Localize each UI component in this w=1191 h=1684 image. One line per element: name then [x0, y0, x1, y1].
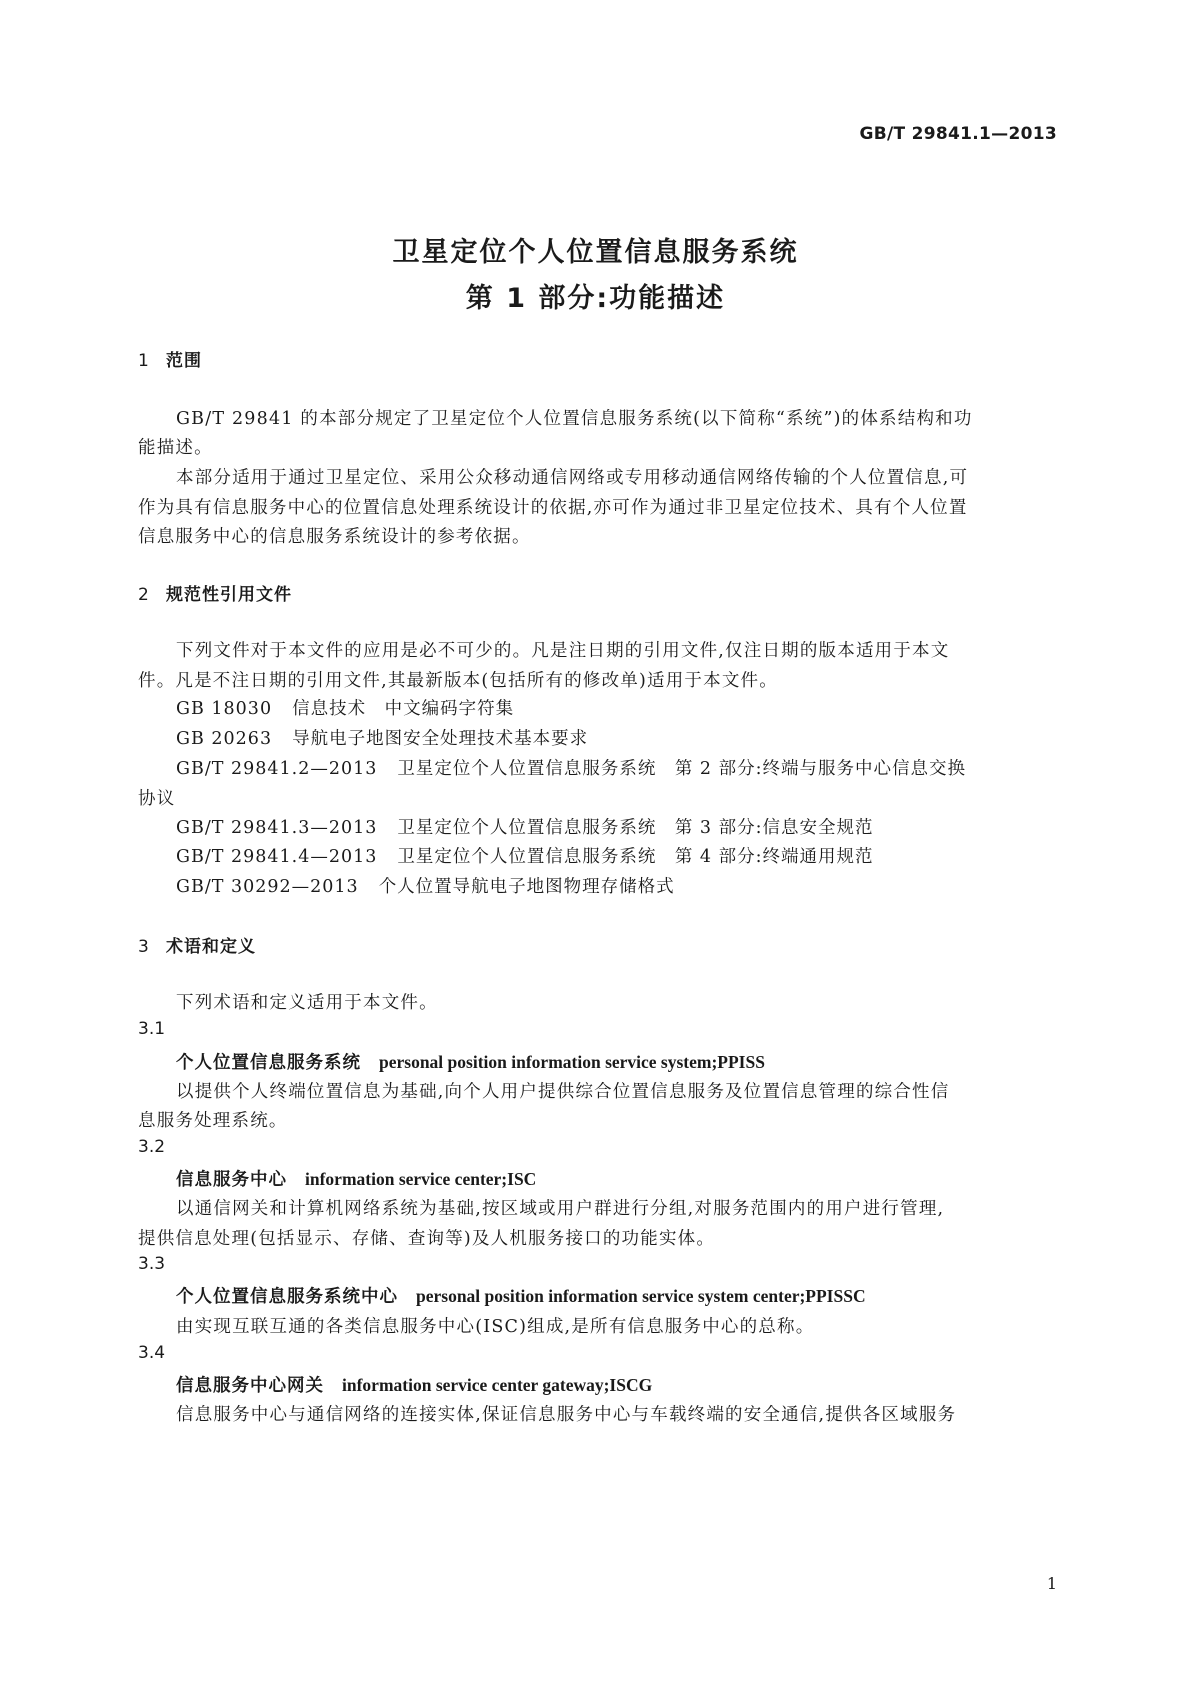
section-number: 2: [138, 585, 150, 605]
term-chinese: 信息服务中心: [176, 1170, 287, 1190]
reference-title: 个人位置导航电子地图物理存储格式: [378, 877, 675, 897]
section-title: 术语和定义: [166, 937, 256, 957]
paragraph-line: 下列文件对于本文件的应用是必不可少的。凡是注日期的引用文件,仅注日期的版本适用于本文: [176, 641, 950, 661]
page-number: 1: [1046, 1574, 1057, 1593]
reference-code: GB/T 30292—2013: [176, 877, 359, 897]
reference-title: 卫星定位个人位置信息服务系统 第 3 部分:信息安全规范: [397, 818, 874, 838]
definition-line: 信息服务中心与通信网络的连接实体,保证信息服务中心与车载终端的安全通信,提供各区域服务: [176, 1405, 957, 1425]
section-1-heading: [138, 346, 202, 371]
reference-title: 导航电子地图安全处理技术基本要求: [292, 729, 589, 749]
definition-line: 息服务处理系统。: [138, 1111, 288, 1131]
term-chinese: 信息服务中心网关: [176, 1376, 324, 1396]
paragraph-line: 信息服务中心的信息服务系统设计的参考依据。: [138, 527, 531, 547]
normative-reference: [176, 843, 874, 868]
term-number: 3.3: [138, 1254, 166, 1274]
term-english: personal position information service system center;PPISSC: [416, 1286, 866, 1306]
reference-continuation: 协议: [138, 789, 176, 809]
term-number: 3.2: [138, 1137, 166, 1157]
section-number: 1: [138, 351, 150, 371]
section-title: 规范性引用文件: [166, 585, 292, 605]
paragraph-line: 件。凡是不注日期的引用文件,其最新版本(包括所有的修改单)适用于本文件。: [138, 671, 778, 691]
paragraph-line: 本部分适用于通过卫星定位、采用公众移动通信网络或专用移动通信网络传输的个人位置信息,可: [176, 468, 969, 488]
paragraph-line: 能描述。: [138, 438, 213, 458]
term-number: 3.1: [138, 1019, 166, 1039]
normative-reference: [176, 755, 966, 780]
document-title-line2: 第 1 部分:功能描述: [465, 283, 726, 314]
definition-line: 以通信网关和计算机网络系统为基础,按区域或用户群进行分组,对服务范围内的用户进行管理,: [176, 1199, 945, 1219]
definition-line: 提供信息处理(包括显示、存储、查询等)及人机服务接口的功能实体。: [138, 1229, 716, 1249]
section-2-heading: [138, 580, 292, 605]
term-entry: [176, 1166, 536, 1191]
definition-line: 以提供个人终端位置信息为基础,向个人用户提供综合位置信息服务及位置信息管理的综合性信: [176, 1082, 950, 1102]
term-chinese: 个人位置信息服务系统中心: [176, 1287, 398, 1307]
paragraph-line: GB/T 29841 的本部分规定了卫星定位个人位置信息服务系统(以下简称“系统”)的体系结构和功: [176, 409, 973, 429]
normative-reference: [176, 725, 588, 750]
term-entry: [176, 1283, 866, 1308]
normative-reference: [176, 695, 514, 720]
section-3-heading: [138, 932, 256, 957]
reference-title: 信息技术 中文编码字符集: [292, 699, 515, 719]
term-entry: [176, 1049, 765, 1074]
reference-code: GB 18030: [176, 699, 273, 719]
term-number: 3.4: [138, 1343, 166, 1363]
section-number: 3: [138, 937, 150, 957]
term-english: information service center;ISC: [305, 1169, 537, 1189]
reference-code: GB/T 29841.3—2013: [176, 818, 378, 838]
reference-title: 卫星定位个人位置信息服务系统 第 2 部分:终端与服务中心信息交换: [397, 759, 967, 779]
term-chinese: 个人位置信息服务系统: [176, 1053, 361, 1073]
term-english: personal position information service system;PPISS: [379, 1052, 765, 1072]
paragraph-line: 作为具有信息服务中心的位置信息处理系统设计的依据,亦可作为通过非卫星定位技术、具有个人位置: [138, 498, 968, 518]
term-english: information service center gateway;ISCG: [342, 1375, 653, 1395]
definition-line: 由实现互联互通的各类信息服务中心(ISC)组成,是所有信息服务中心的总称。: [176, 1317, 815, 1337]
reference-title: 卫星定位个人位置信息服务系统 第 4 部分:终端通用规范: [397, 847, 874, 867]
term-entry: [176, 1372, 652, 1397]
paragraph-line: 下列术语和定义适用于本文件。: [176, 993, 438, 1013]
reference-code: GB/T 29841.2—2013: [176, 759, 378, 779]
reference-code: GB 20263: [176, 729, 273, 749]
standard-code: GB/T 29841.1—2013: [859, 124, 1057, 144]
section-title: 范围: [166, 351, 202, 371]
reference-code: GB/T 29841.4—2013: [176, 847, 378, 867]
document-title-line1: 卫星定位个人位置信息服务系统: [392, 237, 799, 268]
normative-reference: [176, 814, 874, 839]
normative-reference: [176, 873, 675, 898]
